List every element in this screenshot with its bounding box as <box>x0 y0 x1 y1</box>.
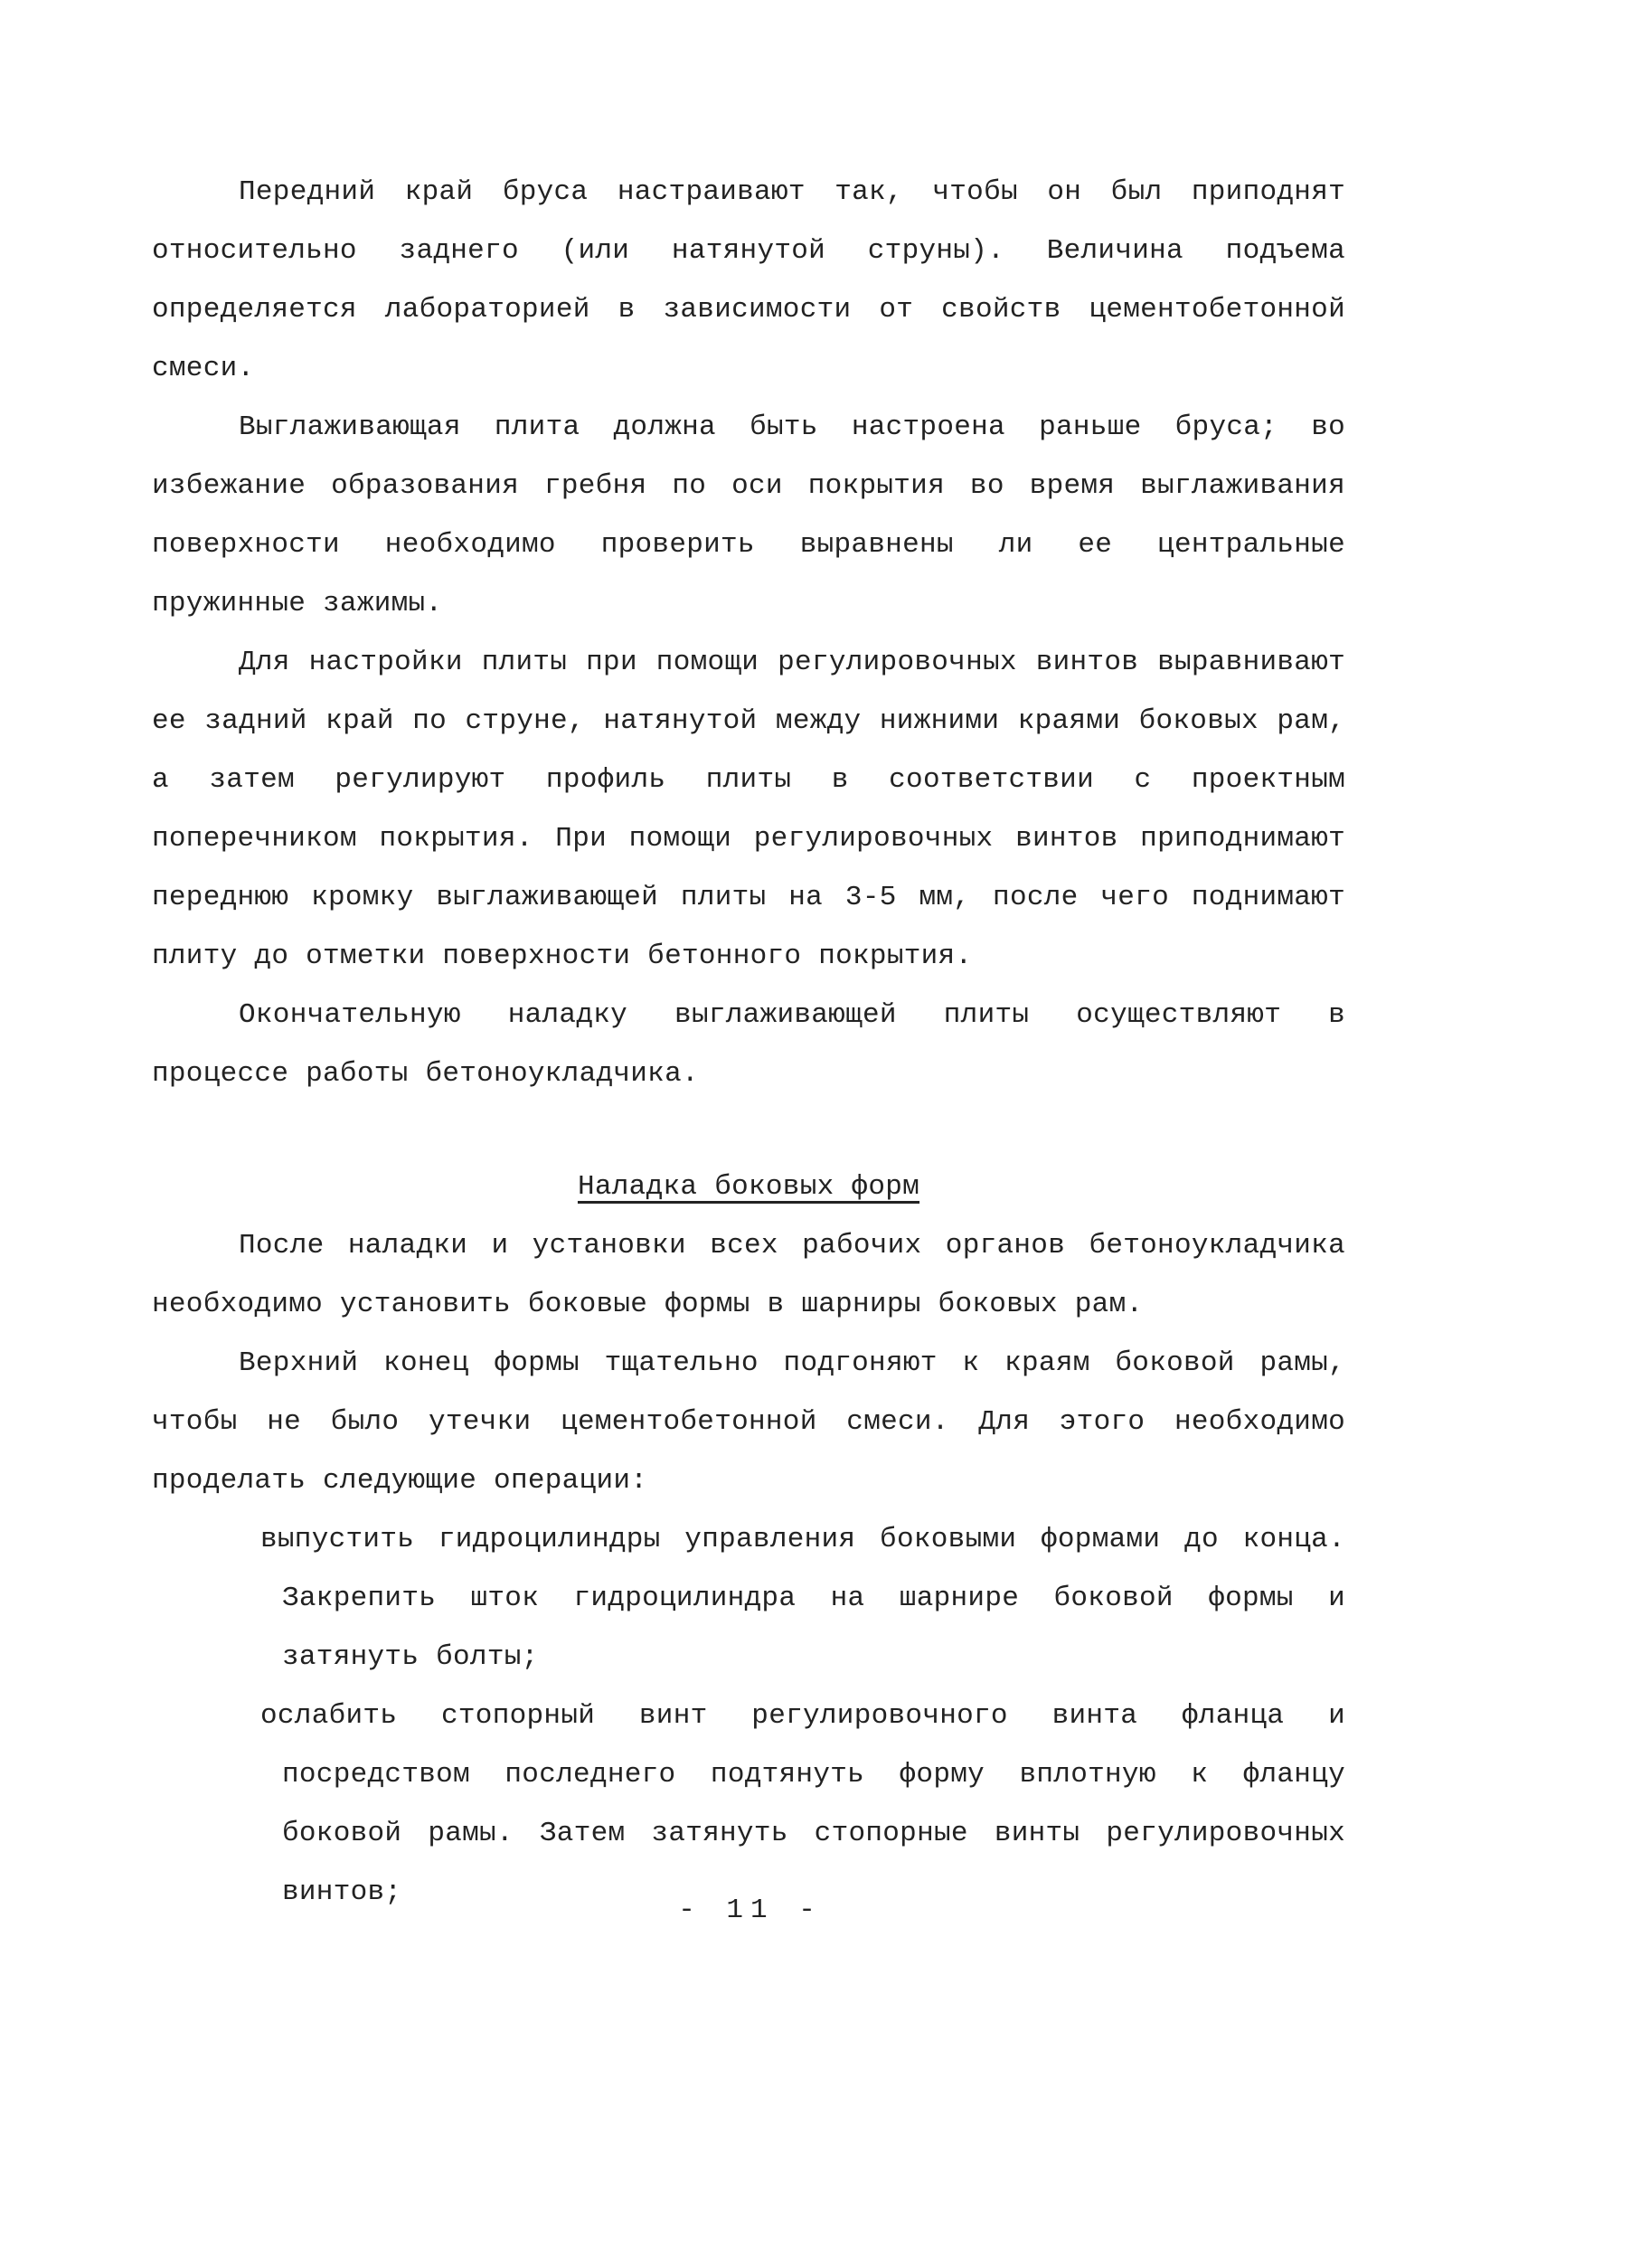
operations-list <box>152 1510 1345 1922</box>
list-item: выпустить гидроцилиндры управления боковыми формами до конца. Закрепить шток гидроцилиндра на шарнире боковой формы и затянуть болты; <box>260 1524 1345 1673</box>
section-heading-text: Наладка боковых форм <box>577 1171 920 1203</box>
paragraph-plate-setup: Для настройки плиты при помощи регулировочных винтов выравнивают ее задний край по струне, натянутой между нижними краями боковых рам, а затем регулируют профиль плиты в соответствии с проектным поперечником покрытия. При помощи регулировочных винтов приподнимают переднюю кромку выглаживающей плиты на 3-5 мм, после чего поднимают плиту до отметки поверхности бетонного покрытия. <box>152 647 1345 972</box>
paragraph-upper-end: Верхний конец формы тщательно подгоняют к краям боковой рамы, чтобы не было утечки цементобетонной смеси. Для этого необходимо проделать следующие операции: <box>152 1347 1345 1497</box>
list-item: ослабить стопорный винт регулировочного винта фланца и посредством последнего подтянуть форму вплотную к фланцу боковой рамы. Затем затянуть стопорные винты регулировочных винтов; <box>260 1700 1345 1908</box>
paragraph-smoothing-plate: Выглаживающая плита должна быть настроена раньше бруса; во избежание образования гребня по оси покрытия во время выглаживания поверхности необходимо проверить выравнены ли ее центральные пружинные зажимы. <box>152 411 1345 619</box>
paragraph-after-setup: После наладки и установки всех рабочих органов бетоноукладчика необходимо установить боковые формы в шарниры боковых рам. <box>152 1230 1345 1320</box>
paragraph-final-adjustment: Окончательную наладку выглаживающей плиты осуществляют в процессе работы бетоноукладчика. <box>152 999 1345 1090</box>
paragraph-front-edge: Передний край бруса настраивают так, чтобы он был приподнят относительно заднего (или натянутой струны). Величина подъема определяется лабораторией в зависимости от свойств цементобетонной смеси. <box>152 176 1345 384</box>
page-number: - 11 - <box>678 1895 823 1926</box>
body-text <box>152 163 1345 1922</box>
section-heading <box>152 1158 1345 1216</box>
